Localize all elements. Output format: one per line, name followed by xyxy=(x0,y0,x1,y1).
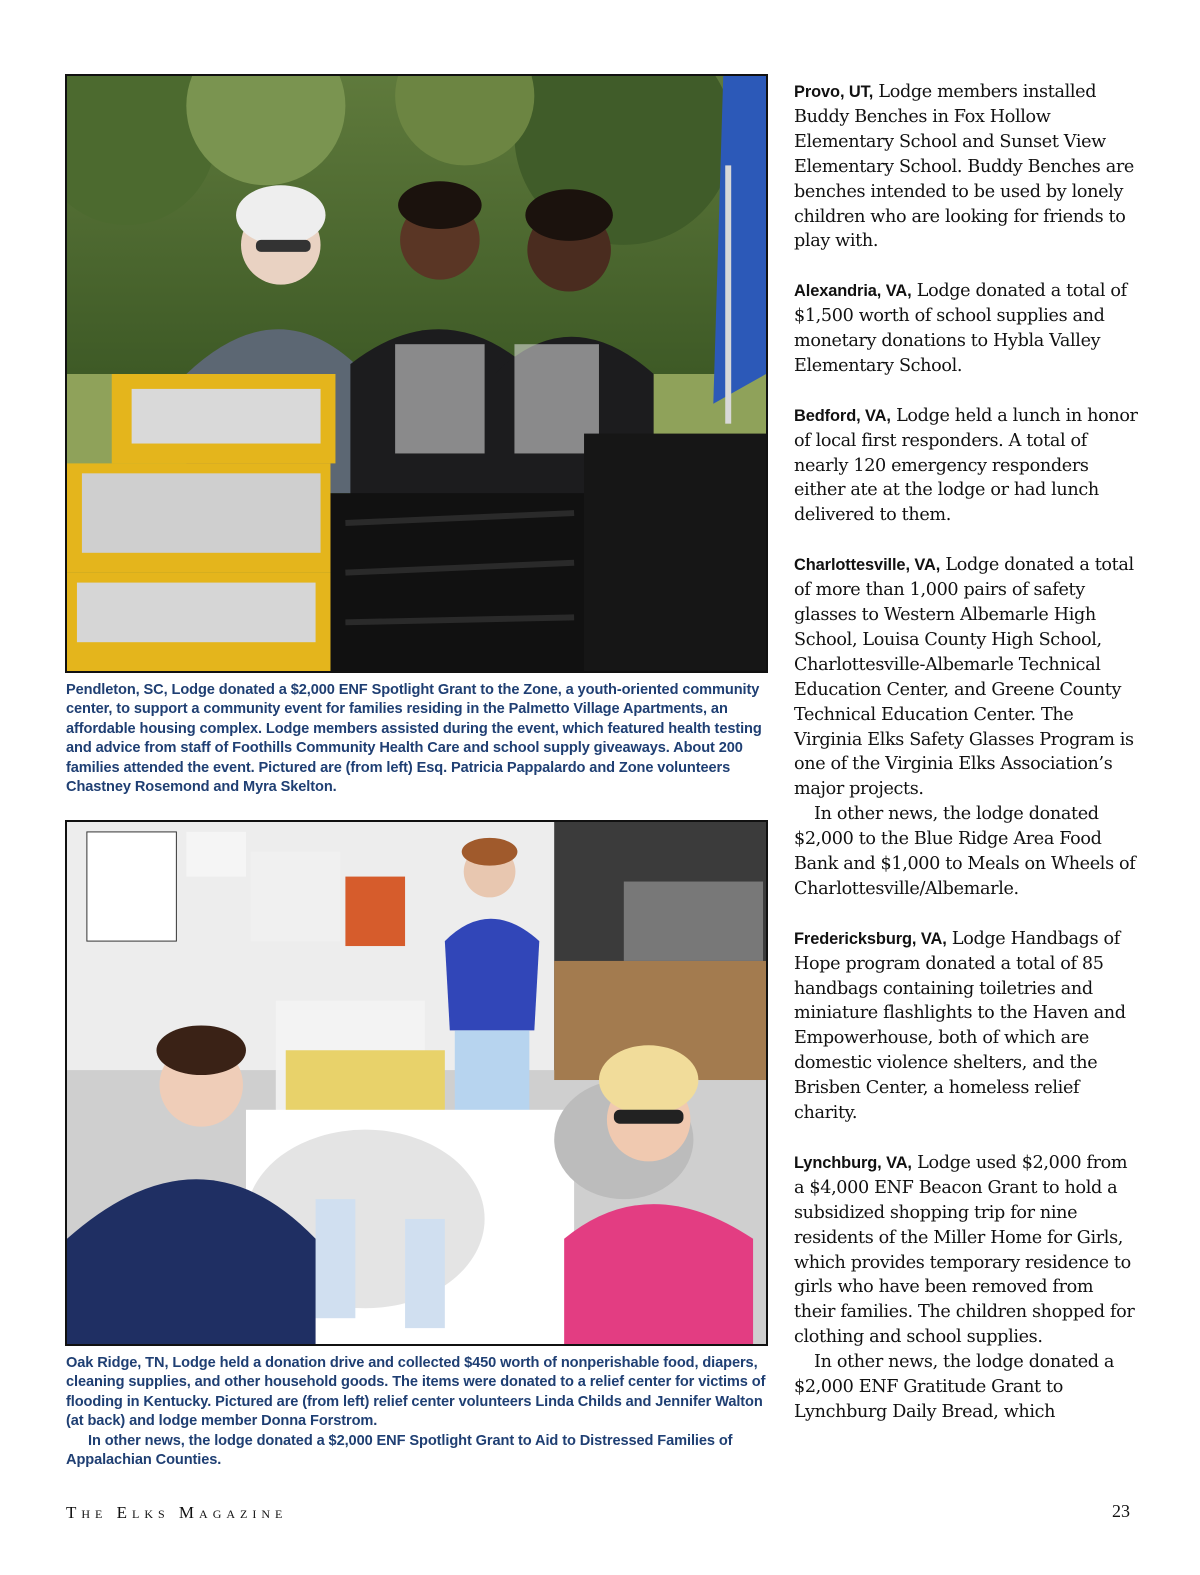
entry-charlottesville xyxy=(794,553,1139,902)
magazine-name: The Elks Magazine xyxy=(66,1503,288,1522)
entry-place: Provo, UT, xyxy=(794,83,874,101)
entry-provo xyxy=(794,80,1139,254)
caption-place: Oak Ridge, TN, xyxy=(66,1355,169,1371)
entry-text: Lodge used $2,000 from a $4,000 ENF Beacon Grant to hold a subsidized shopping trip for nine residents of the Miller Home for Girls, which provides temporary residence to girls who have been removed from their families. The children shopped for clothing and school supplies. xyxy=(794,1152,1135,1348)
entry-text: Lodge held a lunch in honor of local first responders. A total of nearly 120 emergency responders either ate at the lodge or had lunch delivered to them. xyxy=(794,405,1138,526)
entry-place: Bedford, VA, xyxy=(794,406,891,425)
caption-place: Pendleton, SC, xyxy=(66,682,168,698)
entry-place: Lynchburg, VA, xyxy=(794,1153,912,1172)
caption-text: Lodge held a donation drive and collected $450 worth of nonperishable food, diapers, cleaning supplies, and other household goods. The items were donated to a relief center for victims of flooding in Kentucky. Pictured are (from left) relief center volunteers Linda Childs and Jennifer Walton (at back) and lodge member Donna Forstrom. xyxy=(66,1355,766,1430)
oak-ridge-caption xyxy=(66,1354,766,1470)
entry-continued: In other news, the lodge donated $2,000 to the Blue Ridge Area Food Bank and $1,000 to Meals on Wheels of Charlottesville/Albemarle. xyxy=(794,804,1136,899)
caption-continued: In other news, the lodge donated a $2,000 ENF Spotlight Grant to Aid to Distressed Families of Appalachian Counties. xyxy=(66,1432,733,1469)
pendleton-photo-illustration xyxy=(67,76,766,671)
lodge-news-column xyxy=(794,80,1139,1450)
entry-place: Charlottesville, VA, xyxy=(794,556,941,575)
entry-bedford xyxy=(794,404,1139,529)
pendleton-caption xyxy=(66,681,766,797)
entry-lynchburg xyxy=(794,1151,1139,1425)
entry-text: Lodge Handbags of Hope program donated a total of 85 handbags containing toiletries and miniature flashlights to the Haven and Empowerhouse, both of which are domestic violence shelters, and the Brisben Center, a homeless relief charity. xyxy=(794,928,1126,1124)
entry-text: Lodge donated a total of more than 1,000 pairs of safety glasses to Western Albemarle High School, Louisa County High School, Charlottesville-Albemarle Technical Education Center, and Greene County Technical Education Center. The Virginia Elks Safety Glasses Program is one of the Virginia Elks Association’s major projects. xyxy=(794,555,1134,800)
page-number: 23 xyxy=(1112,1501,1130,1521)
entry-continued: In other news, the lodge donated a $2,000 ENF Gratitude Grant to Lynchburg Daily Bread, which xyxy=(794,1352,1115,1422)
oak-ridge-photo xyxy=(65,820,768,1346)
entry-place: Fredericksburg, VA, xyxy=(794,929,947,948)
entry-place: Alexandria, VA, xyxy=(794,282,912,301)
entry-text: Lodge members installed Buddy Benches in Fox Hollow Elementary School and Sunset View Elementary School. Buddy Benches are benches intended to be used by lonely children who are looking for friends to play with. xyxy=(794,82,1134,252)
caption-text: Lodge donated a $2,000 ENF Spotlight Grant to the Zone, a youth-oriented community center, to support a community event for families residing in the Palmetto Village Apartments, an affordable housing complex. Lodge members assisted during the event, which featured health testing and advice from staff of Foothills Community Health Care and school supply giveaways. About 200 families attended the event. Pictured are (from left) Esq. Patricia Pappalardo and Zone volunteers Chastney Rosemond and Myra Skelton. xyxy=(66,682,762,796)
entry-alexandria xyxy=(794,279,1139,379)
entry-text: Lodge donated a total of $1,500 worth of school supplies and monetary donations to Hybla Valley Elementary School. xyxy=(794,281,1127,376)
entry-fredericksburg xyxy=(794,927,1139,1126)
pendleton-photo xyxy=(65,74,768,673)
oak-ridge-photo-illustration xyxy=(67,822,766,1344)
